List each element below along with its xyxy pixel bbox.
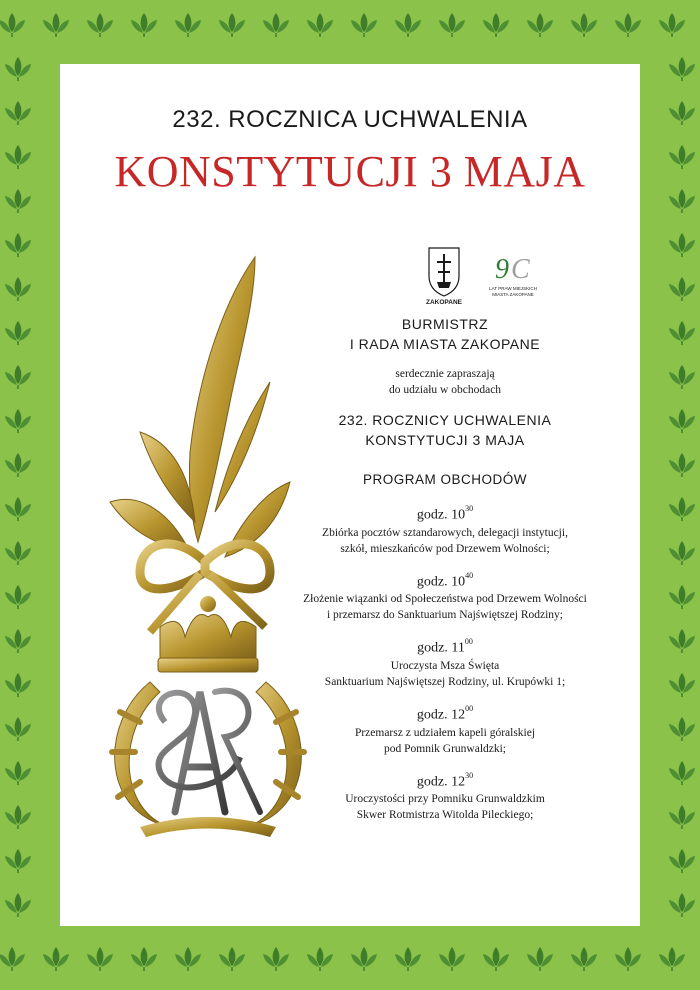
program-line: szkół, mieszkańców pod Drzewem Wolności; (340, 542, 550, 555)
leaf-icon (5, 277, 31, 301)
leaf-icon (527, 13, 553, 37)
leaf-icon (439, 947, 465, 971)
celebration-block (260, 410, 630, 450)
leaf-icon (395, 13, 421, 37)
leaf-icon (669, 893, 695, 917)
program-time: godz. $12^{00}$ (416, 703, 474, 723)
leaf-icon (669, 761, 695, 785)
leaf-icon (263, 947, 289, 971)
leaf-icon (669, 277, 695, 301)
leaf-icon (669, 585, 695, 609)
ninety-line2: MIASTA ZAKOPANE (492, 292, 534, 297)
program-line: Skwer Rotmistrza Witolda Pileckiego; (356, 809, 534, 822)
leaf-icon (669, 145, 695, 169)
leaf-icon (0, 947, 25, 971)
leaf-icon (571, 947, 597, 971)
leaf-icon (43, 947, 69, 971)
program-time: godz. $10^{40}$ (416, 570, 474, 590)
leaf-icon (669, 57, 695, 81)
leaf-icon (5, 673, 31, 697)
leaf-icon (5, 541, 31, 565)
leaf-icon (219, 947, 245, 971)
leaf-icon (483, 947, 509, 971)
leaf-icon (527, 947, 553, 971)
program-time: godz. $10^{30}$ (416, 504, 474, 523)
program-line: Sanktuarium Najświętszej Rodziny, ul. Krupówki 1; (324, 675, 566, 688)
leaf-icon (87, 13, 113, 37)
program-line: Uroczysta Msza Święta (390, 659, 500, 672)
hosts-block (260, 314, 630, 354)
leaf-icon (5, 761, 31, 785)
zakopane-label: ZAKOPANE (426, 299, 462, 306)
leaf-icon (669, 233, 695, 257)
leaf-icon (5, 893, 31, 917)
leaf-icon (669, 849, 695, 873)
program-line: Zbiórka pocztów sztandarowych, delegacji instytucji, (322, 526, 568, 539)
celebration-line1: 232. ROCZNICY UCHWALENIA (338, 412, 552, 428)
leaf-icon (669, 673, 695, 697)
program-time: godz. $12^{30}$ (416, 770, 474, 790)
content-column (260, 304, 630, 823)
leaf-icon (669, 321, 695, 345)
leaf-icon (669, 497, 695, 521)
program-list (260, 502, 630, 823)
leaf-icon (351, 947, 377, 971)
invitation-block (260, 366, 630, 398)
leaf-icon (5, 717, 31, 741)
program-line: i przemarsz do Sanktuarium Najświętszej Rodziny; (326, 609, 563, 622)
leaf-icon (175, 947, 201, 971)
leaf-icon (659, 947, 685, 971)
program-line: pod Pomnik Grunwaldzki; (383, 742, 507, 755)
leaf-icon (5, 497, 31, 521)
leaf-icon (483, 13, 509, 37)
leaf-icon (307, 13, 333, 37)
leaf-icon (5, 365, 31, 389)
leaf-icon (5, 849, 31, 873)
program-item (260, 569, 630, 624)
ninety-years-logo-icon (495, 254, 530, 285)
leaf-icon (669, 365, 695, 389)
leaf-icon (5, 805, 31, 829)
leaf-icon (5, 101, 31, 125)
program-item (260, 769, 630, 824)
leaf-icon (307, 947, 333, 971)
leaf-icon (659, 13, 685, 37)
leaf-icon (5, 585, 31, 609)
leaf-icon (669, 189, 695, 213)
leaf-icon (351, 13, 377, 37)
program-item (260, 702, 630, 757)
leaf-icon (5, 629, 31, 653)
leaf-icon (669, 409, 695, 433)
program-item (260, 635, 630, 690)
constitution-title: KONSTYTUCJI 3 MAJA (114, 147, 586, 196)
leaf-icon (5, 57, 31, 81)
invitation-line1: serdecznie zapraszają (395, 368, 495, 380)
leaf-icon (175, 13, 201, 37)
hosts-line2: I RADA MIASTA ZAKOPANE (349, 336, 541, 352)
leaf-icon (615, 13, 641, 37)
leaf-icon (615, 947, 641, 971)
leaf-icon (5, 453, 31, 477)
leaf-icon (669, 805, 695, 829)
program-line: Uroczystości przy Pomniku Grunwaldzkim (345, 793, 545, 806)
ninety-line1: LAT PRAW MIEJSKICH (489, 286, 537, 291)
leaf-icon (5, 189, 31, 213)
leaf-icon (43, 13, 69, 37)
program-line: Złożenie wiązanki od Społeczeństwa pod Drzewem Wolności (303, 593, 587, 606)
leaf-icon (131, 947, 157, 971)
program-title: PROGRAM OBCHODÓW (362, 472, 527, 487)
leaf-icon (5, 409, 31, 433)
hosts-line1: BURMISTRZ (401, 316, 489, 332)
leaf-icon (263, 13, 289, 37)
program-item (260, 502, 630, 557)
svg-text:C: C (511, 254, 530, 285)
celebration-line2: KONSTYTUCJI 3 MAJA (365, 432, 525, 448)
anniversary-heading: 232. ROCZNICA UCHWALENIA (172, 106, 528, 133)
poster-panel (60, 64, 640, 926)
leaf-icon (669, 453, 695, 477)
leaf-icon (395, 947, 421, 971)
leaf-icon (0, 13, 25, 37)
leaf-icon (131, 13, 157, 37)
leaf-icon (219, 13, 245, 37)
zakopane-coat-of-arms-icon (429, 248, 459, 296)
svg-text:9: 9 (495, 254, 509, 285)
leaf-icon (87, 947, 113, 971)
leaf-icon (439, 13, 465, 37)
invitation-line2: do udziału w obchodach (388, 384, 502, 396)
leaf-icon (571, 13, 597, 37)
program-line: Przemarsz z udziałem kapeli góralskiej (354, 726, 536, 739)
program-time: godz. $11^{00}$ (417, 637, 473, 656)
leaf-icon (669, 101, 695, 125)
logos-group (425, 246, 555, 306)
leaf-icon (5, 145, 31, 169)
leaf-icon (5, 233, 31, 257)
leaf-icon (669, 629, 695, 653)
leaf-icon (5, 321, 31, 345)
leaf-icon (669, 541, 695, 565)
leaf-icon (669, 717, 695, 741)
